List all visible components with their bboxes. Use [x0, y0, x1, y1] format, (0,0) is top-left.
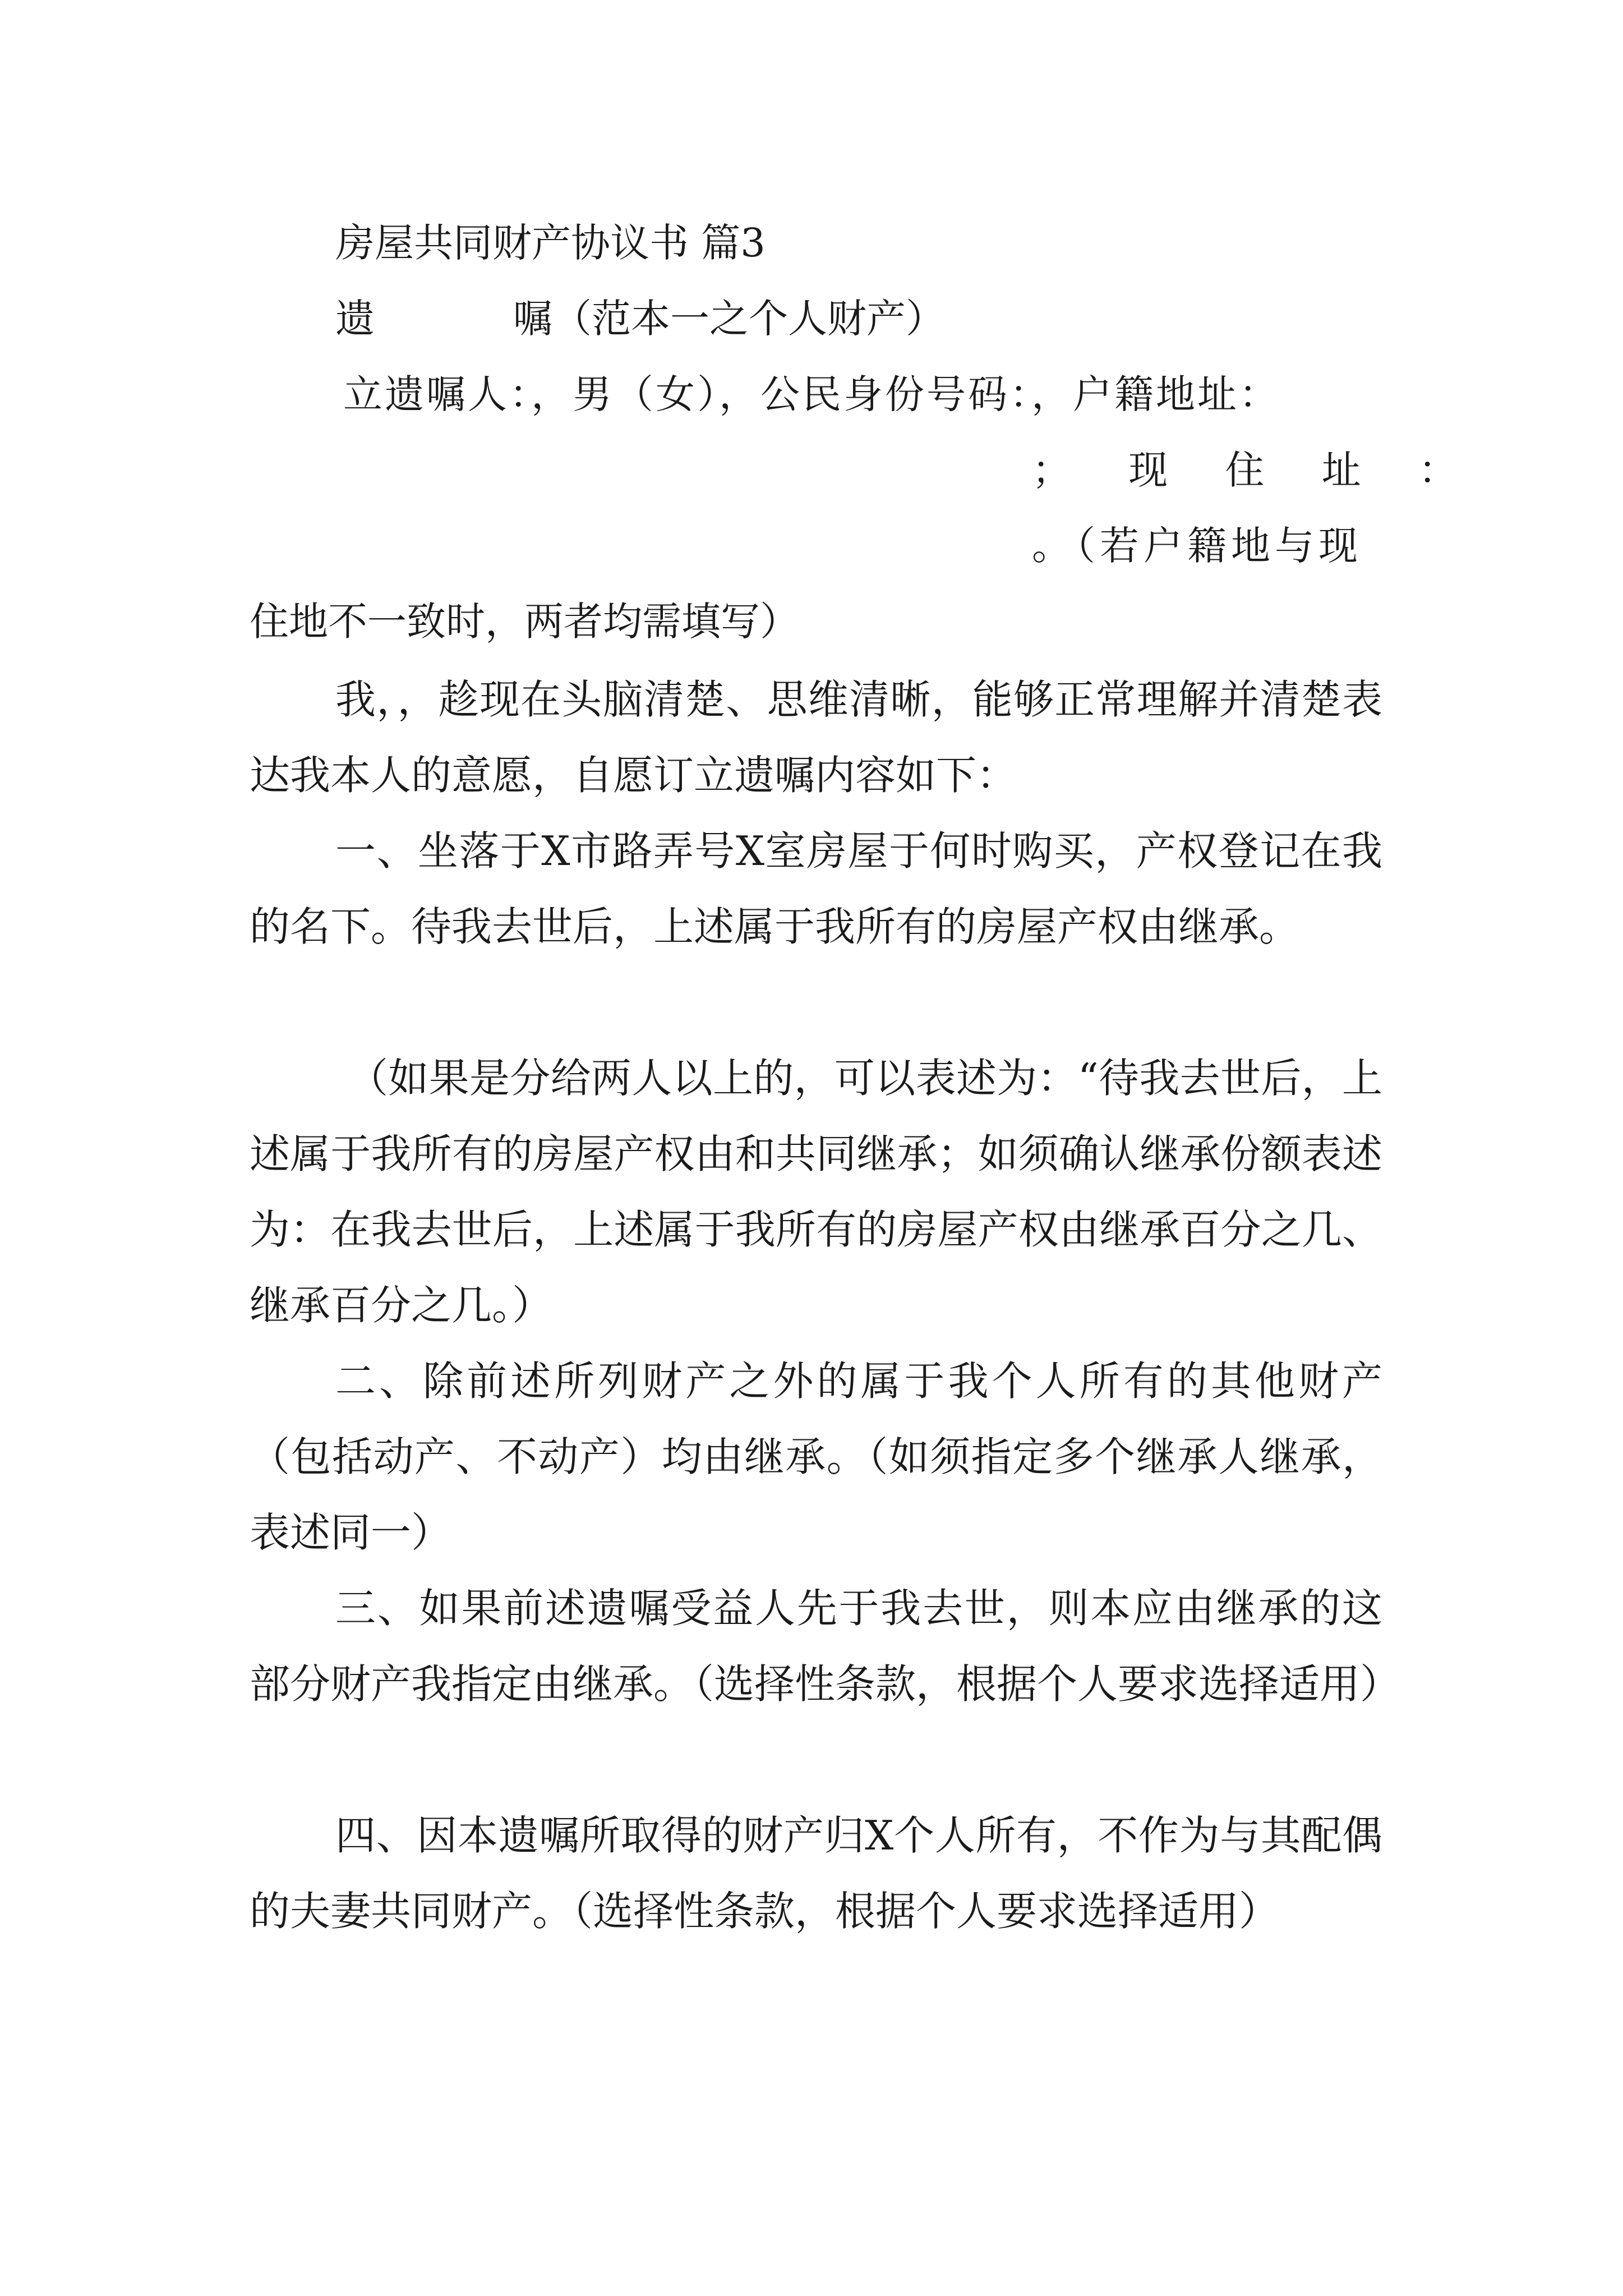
- paragraph-clause-1: 一、坐落于X市路弄号X室房屋于何时购买，产权登记在我的名下。待我去世后，上述属于我所有的房屋产权由继承。: [250, 827, 1382, 950]
- paragraph-clause-2: 二、除前述所列财产之外的属于我个人所有的其他财产（包括动产、不动产）均由继承。（如须指定多个继承人继承，表述同一）: [250, 1358, 1382, 1556]
- testator-line: 立遗嘱人：，男（女），公民身份号码：，户籍地址：: [343, 371, 1280, 417]
- note-line-a: 。（若户籍地与现: [1032, 523, 1362, 569]
- will-title-right: 嘱（范本一之个人财产）: [513, 296, 945, 342]
- paragraph-declaration: 我，，趁现在头脑清楚、思维清晰，能够正常理解并清楚表达我本人的意愿，自愿订立遗嘱内容如下：: [250, 676, 1382, 799]
- paragraph-clause-1-note: （如果是分给两人以上的，可以表述为：“待我去世后，上述属于我所有的房屋产权由和共同继承；如须确认继承份额表述为：在我去世后，上述属于我所有的房屋产权由继承百分之几、继承百分之几。）: [250, 1055, 1382, 1329]
- paragraph-clause-3: 三、如果前述遗嘱受益人先于我去世，则本应由继承的这部分财产我指定由继承。（选择性条款，根据个人要求选择适用）: [250, 1585, 1401, 1708]
- will-title-left: 遗: [335, 296, 375, 342]
- current-address-line: ； 现 住 址 ：: [1032, 447, 1481, 493]
- document-heading: 房屋共同财产协议书 篇3: [335, 220, 766, 266]
- note-line-b: 住地不一致时，两者均需填写）: [250, 599, 799, 645]
- paragraph-clause-4: 四、因本遗嘱所取得的财产归X个人所有，不作为与其配偶的夫妻共同财产。（选择性条款，根据个人要求选择适用）: [250, 1812, 1382, 1935]
